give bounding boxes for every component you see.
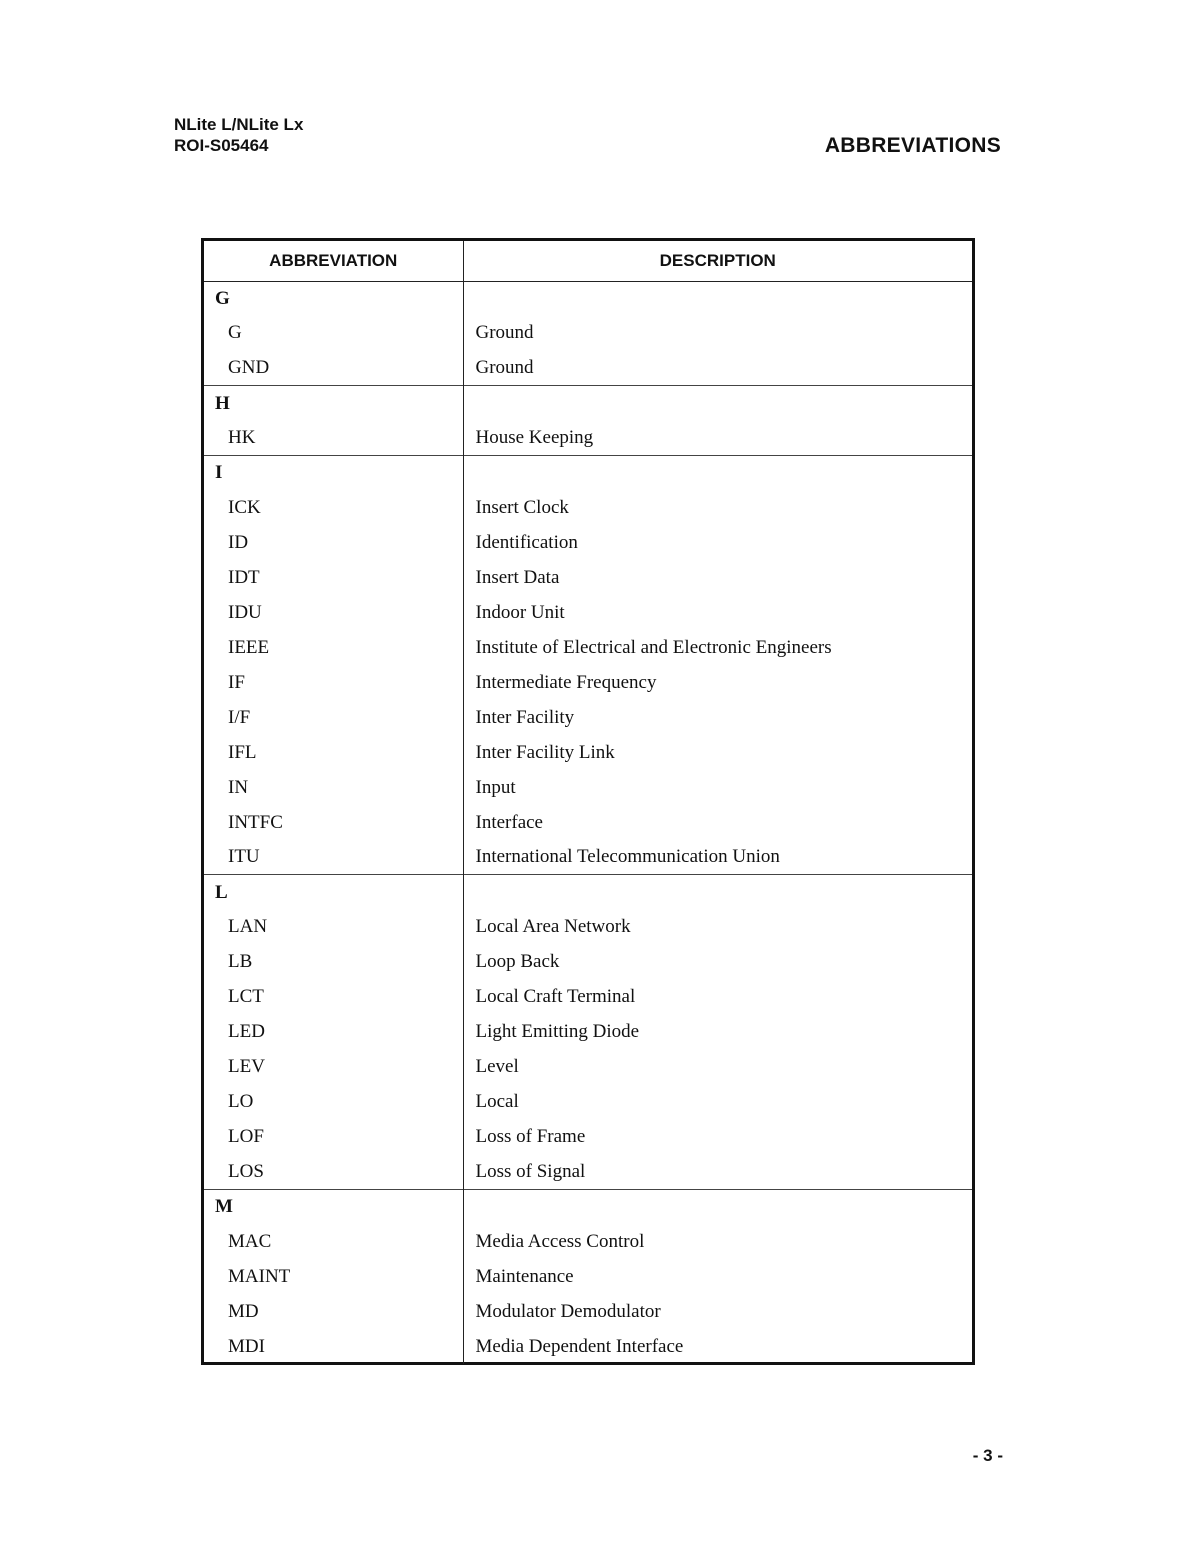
abbreviation-cell: IFL: [204, 735, 463, 770]
abbreviation-cell: LEV: [204, 1050, 463, 1085]
abbreviation-cell: MAINT: [204, 1259, 463, 1294]
abbreviation-cell: ICK: [204, 491, 463, 526]
group-header-row: [204, 456, 972, 491]
group-letter: H: [204, 386, 463, 421]
description-cell: International Telecommunication Union: [475, 846, 780, 868]
table-row: [204, 665, 972, 700]
table-body: [204, 281, 972, 1364]
description-cell: Ground: [475, 322, 534, 344]
description-cell: Local Craft Terminal: [475, 986, 636, 1008]
table-row: [204, 421, 972, 456]
group-header-row: [204, 1189, 972, 1224]
table-row: [204, 770, 972, 805]
page-number: - 3 -: [972, 1446, 1003, 1465]
group-header-row: [204, 875, 972, 910]
table-row: [204, 1120, 972, 1155]
description-cell: Insert Clock: [475, 497, 569, 519]
abbreviation-cell: LO: [204, 1085, 463, 1120]
description-cell: Modulator Demodulator: [475, 1300, 661, 1322]
description-column-header: DESCRIPTION: [463, 241, 972, 281]
abbreviation-cell: IEEE: [204, 630, 463, 665]
group-header-row: [204, 281, 972, 316]
description-cell: Light Emitting Diode: [475, 1021, 640, 1043]
description-cell: House Keeping: [475, 426, 594, 448]
abbreviation-cell: LAN: [204, 910, 463, 945]
abbreviation-cell: ITU: [204, 840, 463, 875]
abbreviation-cell: GND: [204, 351, 463, 386]
description-cell: Maintenance: [475, 1265, 574, 1287]
abbreviation-cell: ID: [204, 526, 463, 561]
table-row: [204, 945, 972, 980]
group-empty-cell: [463, 281, 972, 316]
product-name: NLite L/NLite Lx: [174, 115, 304, 134]
abbreviation-cell: IDU: [204, 595, 463, 630]
description-cell: Media Access Control: [475, 1230, 645, 1252]
table-row: [204, 1015, 972, 1050]
description-cell: Inter Facility Link: [475, 741, 615, 763]
group-empty-cell: [463, 456, 972, 491]
description-cell: Intermediate Frequency: [475, 671, 657, 693]
table-row: [204, 910, 972, 945]
description-cell: Level: [475, 1056, 519, 1078]
table-row: [204, 316, 972, 351]
table-row: [204, 1085, 972, 1120]
table-row: [204, 561, 972, 596]
abbreviation-cell: I/F: [204, 700, 463, 735]
table-row: [204, 351, 972, 386]
group-letter: I: [204, 456, 463, 491]
description-cell: Loss of Signal: [475, 1160, 586, 1182]
description-cell: Loss of Frame: [475, 1125, 586, 1147]
table-row: [204, 735, 972, 770]
group-letter: L: [204, 875, 463, 910]
description-cell: Local: [475, 1091, 519, 1113]
abbreviation-cell: IN: [204, 770, 463, 805]
description-cell: Identification: [475, 532, 578, 554]
abbreviation-cell: IF: [204, 665, 463, 700]
table-row: [204, 700, 972, 735]
table-row: [204, 805, 972, 840]
table-row: [204, 980, 972, 1015]
section-title: ABBREVIATIONS: [824, 134, 1001, 157]
table-row: [204, 526, 972, 561]
abbreviation-cell: IDT: [204, 561, 463, 596]
table-row: [204, 491, 972, 526]
abbreviation-cell: LCT: [204, 980, 463, 1015]
abbreviation-cell: MD: [204, 1294, 463, 1329]
abbreviation-cell: G: [204, 316, 463, 351]
description-cell: Indoor Unit: [475, 601, 565, 623]
description-cell: Loop Back: [475, 951, 560, 973]
abbreviation-cell: LOS: [204, 1154, 463, 1189]
abbreviation-cell: LOF: [204, 1120, 463, 1155]
abbreviation-cell: MDI: [204, 1329, 463, 1364]
description-cell: Inter Facility: [475, 706, 575, 728]
group-letter: M: [204, 1189, 463, 1224]
table-row: [204, 1154, 972, 1189]
abbreviation-cell: LB: [204, 945, 463, 980]
abbreviation-cell: INTFC: [204, 805, 463, 840]
description-cell: Local Area Network: [475, 916, 631, 938]
abbreviation-cell: LED: [204, 1015, 463, 1050]
description-cell: Media Dependent Interface: [475, 1335, 684, 1357]
table-row: [204, 1329, 972, 1364]
description-cell: Interface: [475, 811, 543, 833]
abbreviation-cell: MAC: [204, 1224, 463, 1259]
table-header-row: [204, 241, 972, 281]
abbreviation-column-header: ABBREVIATION: [204, 241, 463, 281]
table-row: [204, 1224, 972, 1259]
document-number: ROI-S05464: [174, 136, 269, 155]
table-row: [204, 1050, 972, 1085]
description-cell: Input: [475, 776, 516, 798]
description-cell: Insert Data: [475, 566, 560, 588]
group-empty-cell: [463, 875, 972, 910]
table-row: [204, 630, 972, 665]
description-cell: Institute of Electrical and Electronic Engineers: [475, 636, 832, 658]
group-empty-cell: [463, 1189, 972, 1224]
table-row: [204, 1259, 972, 1294]
group-letter: G: [204, 281, 463, 316]
description-cell: Ground: [475, 357, 534, 379]
table-row: [204, 1294, 972, 1329]
document-identifier: [174, 114, 303, 156]
table-row: [204, 840, 972, 875]
table-row: [204, 595, 972, 630]
group-header-row: [204, 386, 972, 421]
abbreviation-cell: HK: [204, 421, 463, 456]
group-empty-cell: [463, 386, 972, 421]
abbreviations-table: [201, 238, 975, 1365]
